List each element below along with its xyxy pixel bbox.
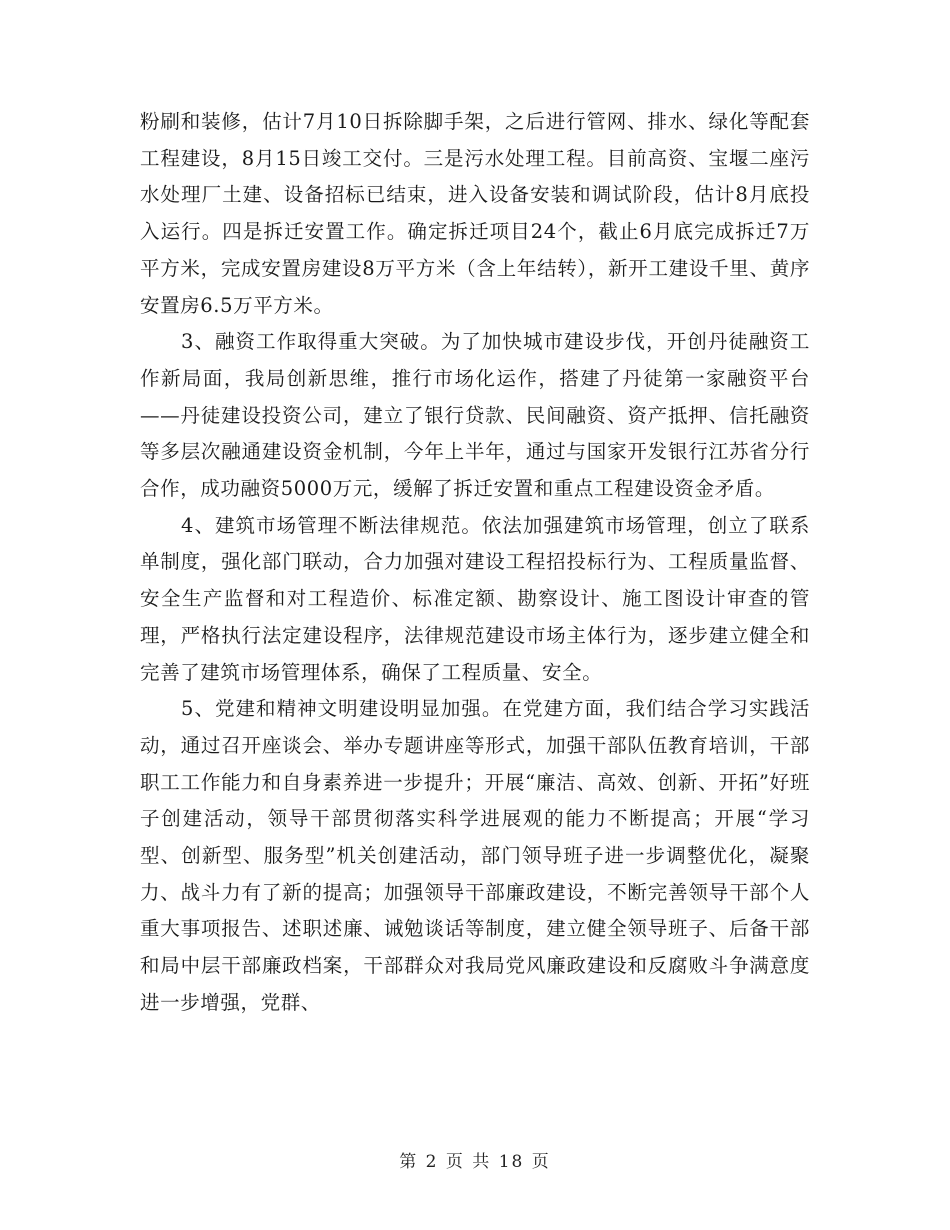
document-body xyxy=(140,104,810,1022)
paragraph-continuation: 粉刷和装修，估计7月10日拆除脚手架，之后进行管网、排水、绿化等配套工程建设，8月15日竣工交付。三是污水处理工程。目前高资、宝堰二座污水处理厂土建、设备招标已结束，进入设备安装和调试阶段，估计8月底投入运行。四是拆迁安置工作。确定拆迁项目24个，截止6月底完成拆迁7万平方米，完成安置房建设8万平方米（含上年结转），新开工建设千里、黄序安置房6.5万平方米。 xyxy=(140,110,810,317)
page-footer: 第 2 页 共 18 页 xyxy=(399,1152,551,1172)
paragraph-party-building: 5、党建和精神文明建设明显加强。在党建方面，我们结合学习实践活动，通过召开座谈会、举办专题讲座等形式，加强干部队伍教育培训，干部职工工作能力和自身素养进一步提升；开展“廉洁、高效、创新、开拓”好班子创建活动，领导干部贯彻落实科学进展观的能力不断提高；开展“学习型、创新型、服务型”机关创建活动，部门领导班子进一步调整优化，凝聚力、战斗力有了新的提高；加强领导干部廉政建设，不断完善领导干部个人重大事项报告、述职述廉、诫勉谈话等制度，建立健全领导班子、后备干部和局中层干部廉政档案，干部群众对我局党风廉政建设和反腐败斗争满意度进一步增强，党群、 xyxy=(140,697,810,1014)
paragraph-construction-market: 4、建筑市场管理不断法律规范。依法加强建筑市场管理，创立了联系单制度，强化部门联动，合力加强对建设工程招投标行为、工程质量监督、安全生产监督和对工程造价、标准定额、勘察设计、施工图设计审查的管理，严格执行法定建设程序，法律规范建设市场主体行为，逐步建立健全和完善了建筑市场管理体系，确保了工程质量、安全。 xyxy=(140,513,810,684)
paragraph-financing: 3、融资工作取得重大突破。为了加快城市建设步伐，开创丹徒融资工作新局面，我局创新思维，推行市场化运作，搭建了丹徒第一家融资平台——丹徒建设投资公司，建立了银行贷款、民间融资、资产抵押、信托融资等多层次融通建设资金机制，今年上半年，通过与国家开发银行江苏省分行合作，成功融资5000万元，缓解了拆迁安置和重点工程建设资金矛盾。 xyxy=(140,330,810,501)
